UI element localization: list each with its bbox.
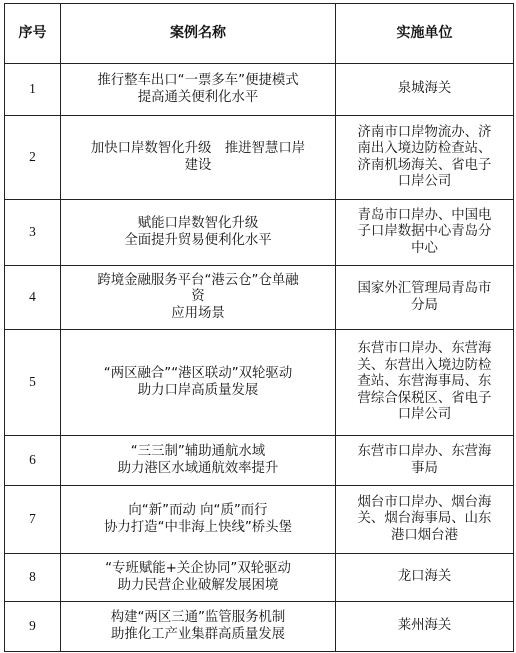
case-name-cell [61, 116, 336, 200]
implementing-unit-line: 国家外汇管理局青岛市 [357, 281, 492, 296]
case-name-line: 赋能口岸数智化升级 [137, 216, 259, 231]
case-table [4, 3, 514, 652]
table-row [5, 602, 514, 652]
case-name-line: 提高通关便利化水平 [137, 89, 259, 105]
implementing-unit-cell [336, 64, 514, 116]
implementing-unit-line: 青岛市口岸办、中国电 [357, 207, 492, 223]
implementing-unit-line: 东营市口岸办、东营海 [357, 444, 492, 459]
row-number: 3 [5, 200, 61, 266]
implementing-unit-line: 营综合保税区、省电子 [357, 390, 492, 406]
implementing-unit-line: 东营市口岸办、东营海 [357, 341, 492, 357]
case-name-line: 应用场景 [171, 305, 225, 321]
case-name-line: “专班赋能+关企协同”双轮驱动 [105, 561, 291, 576]
implementing-unit-line: 济南市口岸物流办、济 [357, 124, 492, 140]
implementing-unit-cell [336, 266, 514, 330]
case-name-cell [61, 602, 336, 652]
implementing-unit-cell [336, 436, 514, 486]
implementing-unit-cell [336, 330, 514, 436]
header-case-name: 案例名称 [61, 4, 336, 64]
case-name-line: 全面提升贸易便利化水平 [124, 232, 272, 248]
table-row [5, 330, 514, 436]
row-number: 2 [5, 116, 61, 200]
table-row [5, 64, 514, 116]
implementing-unit-line: 口岸公司 [397, 174, 452, 189]
row-number: 7 [5, 486, 61, 554]
case-name-line: 向“新”而动 向“质”而行 [128, 503, 268, 518]
implementing-unit-line: 中心 [411, 240, 438, 256]
implementing-unit-line: 龙口海关 [397, 569, 452, 585]
case-name-line: “两区融合”“港区联动”双轮驱动 [103, 366, 293, 381]
table-row [5, 554, 514, 602]
row-number: 6 [5, 436, 61, 486]
case-name-cell [61, 200, 336, 266]
implementing-unit-line: 关、烟台海事局、山东 [357, 511, 492, 527]
case-name-line: 资 [191, 289, 205, 305]
case-name-cell [61, 64, 336, 116]
implementing-unit-line: 济南机场海关、省电子 [357, 157, 492, 173]
implementing-unit-line: 泉城海关 [397, 81, 452, 97]
case-name-cell [61, 436, 336, 486]
implementing-unit-line: 子口岸数据中心青岛分 [357, 224, 492, 240]
header-seq: 序号 [5, 4, 61, 64]
table-body [5, 64, 514, 652]
table-row [5, 486, 514, 554]
implementing-unit-cell [336, 602, 514, 652]
table-header [5, 4, 514, 64]
implementing-unit-line: 口岸公司 [397, 407, 452, 423]
case-name-line: 建设 [184, 157, 212, 173]
case-name-cell [61, 330, 336, 436]
implementing-unit-line: 查站、东营海事局、东 [357, 374, 492, 390]
case-name-cell [61, 266, 336, 330]
implementing-unit-cell [336, 554, 514, 602]
row-number: 9 [5, 602, 61, 652]
implementing-unit-line: 莱州海关 [397, 618, 452, 634]
header-row [5, 4, 514, 64]
table-row [5, 266, 514, 330]
case-name-line: 推行整车出口“一票多车”便捷模式 [97, 73, 299, 88]
table-row [5, 436, 514, 486]
header-unit: 实施单位 [336, 4, 514, 64]
row-number: 1 [5, 64, 61, 116]
case-name-line: 助力港区水域通航效率提升 [117, 460, 279, 476]
case-name-line: 跨境金融服务平台“港云仓”仓单融 [97, 272, 299, 288]
implementing-unit-line: 关、东营出入境边防检 [357, 357, 492, 373]
implementing-unit-line: 港口烟台港 [391, 527, 458, 543]
table-row [5, 116, 514, 200]
table-row [5, 200, 514, 266]
row-number: 4 [5, 266, 61, 330]
case-name-line: “三三制”辅助通航水域 [130, 444, 266, 459]
implementing-unit-line: 烟台市口岸办、烟台海 [357, 494, 492, 510]
case-name-cell [61, 554, 336, 602]
implementing-unit-line: 南出入境边防检查站、 [357, 141, 492, 156]
implementing-unit-cell [336, 200, 514, 266]
case-name-line: 加快口岸数智化升级 推进智慧口岸 [90, 141, 306, 156]
case-name-line: 助力口岸高质量发展 [137, 382, 259, 398]
row-number: 8 [5, 554, 61, 602]
case-name-cell [61, 486, 336, 554]
case-name-line: 协力打造“中非海上快线”桥头堡 [104, 519, 292, 535]
case-name-line: 助推化工产业集群高质量发展 [110, 626, 286, 642]
implementing-unit-cell [336, 116, 514, 200]
case-name-line: 助力民营企业破解发展困境 [117, 577, 279, 593]
implementing-unit-line: 事局 [411, 460, 438, 476]
implementing-unit-line: 分局 [411, 297, 438, 313]
row-number: 5 [5, 330, 61, 436]
implementing-unit-cell [336, 486, 514, 554]
case-name-line: 构建“两区三通”监管服务机制 [110, 610, 286, 625]
